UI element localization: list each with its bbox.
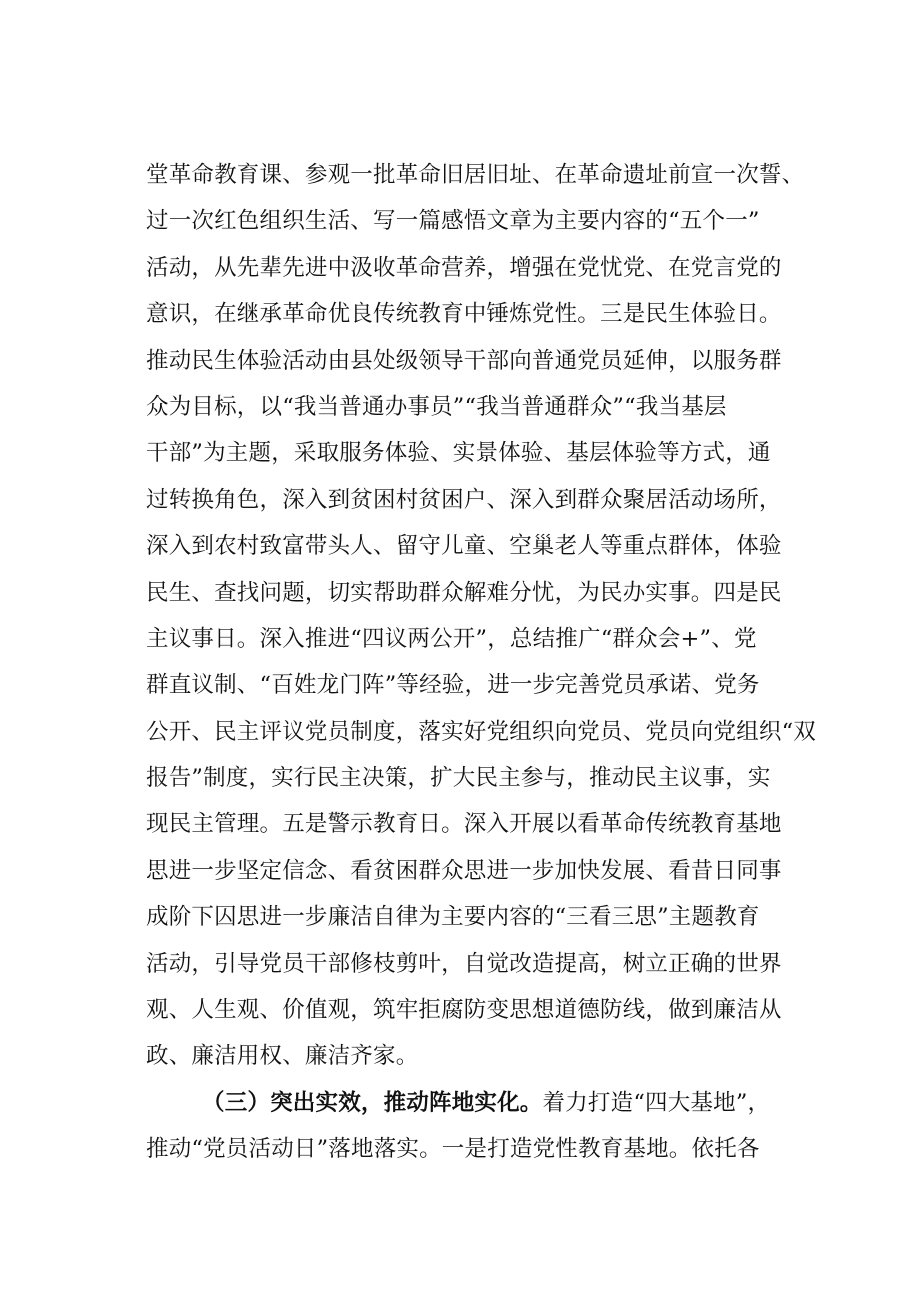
paragraph-line: 众为目标，以“我当普通办事员”“我当普通群众”“我当基层 bbox=[146, 393, 727, 420]
paragraph-line: 主议事日。深入推进“四议两公开”，总结推广“群众会+”、党 bbox=[146, 625, 757, 652]
paragraph-line: 活动，从先辈先进中汲收革命营养，增强在党忧党、在党言党的 bbox=[146, 254, 782, 281]
body-text bbox=[146, 152, 826, 1173]
paragraph-line: 现民主管理。五是警示教育日。深入开展以看革命传统教育基地 bbox=[146, 811, 782, 838]
paragraph-line: 报告”制度，实行民主决策，扩大民主参与，推动民主议事，实 bbox=[146, 765, 771, 792]
paragraph-line: 过一次红色组织生活、写一篇感悟文章为主要内容的“五个一” bbox=[146, 208, 760, 235]
paragraph-line: 民生、查找问题，切实帮助群众解难分忧，为民办实事。四是民 bbox=[146, 579, 782, 606]
paragraph-line: 观、人生观、价值观，筑牢拒腐防变思想道德防线，做到廉洁从 bbox=[146, 997, 782, 1024]
paragraph-line: 政、廉洁用权、廉洁齐家。 bbox=[146, 1043, 419, 1070]
paragraph-line: 思进一步坚定信念、看贫困群众思进一步加快发展、看昔日同事 bbox=[146, 857, 782, 884]
section-heading-line bbox=[146, 1080, 826, 1126]
section-intro-text: 着力打造“四大基地”， bbox=[542, 1089, 771, 1116]
paragraph-line: 推动民生体验活动由县处级领导干部向普通党员延伸，以服务群 bbox=[146, 347, 782, 374]
paragraph-line: 活动，引导党员干部修枝剪叶，自觉改造提高，树立正确的世界 bbox=[146, 950, 782, 977]
section-heading: （三）突出实效，推动阵地实化。 bbox=[202, 1089, 543, 1116]
paragraph-line: 公开、民主评议党员制度，落实好党组织向党员、党员向党组织“双 bbox=[146, 718, 817, 745]
paragraph-line: 成阶下囚思进一步廉洁自律为主要内容的“三看三思”主题教育 bbox=[146, 904, 760, 931]
paragraph-line: 意识，在继承革命优良传统教育中锤炼党性。三是民生体验日。 bbox=[146, 301, 782, 328]
paragraph-line: 过转换角色，深入到贫困村贫困户、深入到群众聚居活动场所， bbox=[146, 486, 782, 513]
paragraph-line: 堂革命教育课、参观一批革命旧居旧址、在革命遗址前宣一次誓、 bbox=[146, 162, 805, 188]
paragraph-line: 干部”为主题，采取服务体验、实景体验、基层体验等方式，通 bbox=[146, 440, 771, 467]
paragraph-line: 群直议制、“百姓龙门阵”等经验，进一步完善党员承诺、党务 bbox=[146, 672, 760, 699]
paragraph-line: 推动“党员活动日”落地落实。一是打造党性教育基地。依托各 bbox=[146, 1136, 760, 1163]
paragraph-line: 深入到农村致富带头人、留守儿童、空巢老人等重点群体，体验 bbox=[146, 533, 782, 560]
